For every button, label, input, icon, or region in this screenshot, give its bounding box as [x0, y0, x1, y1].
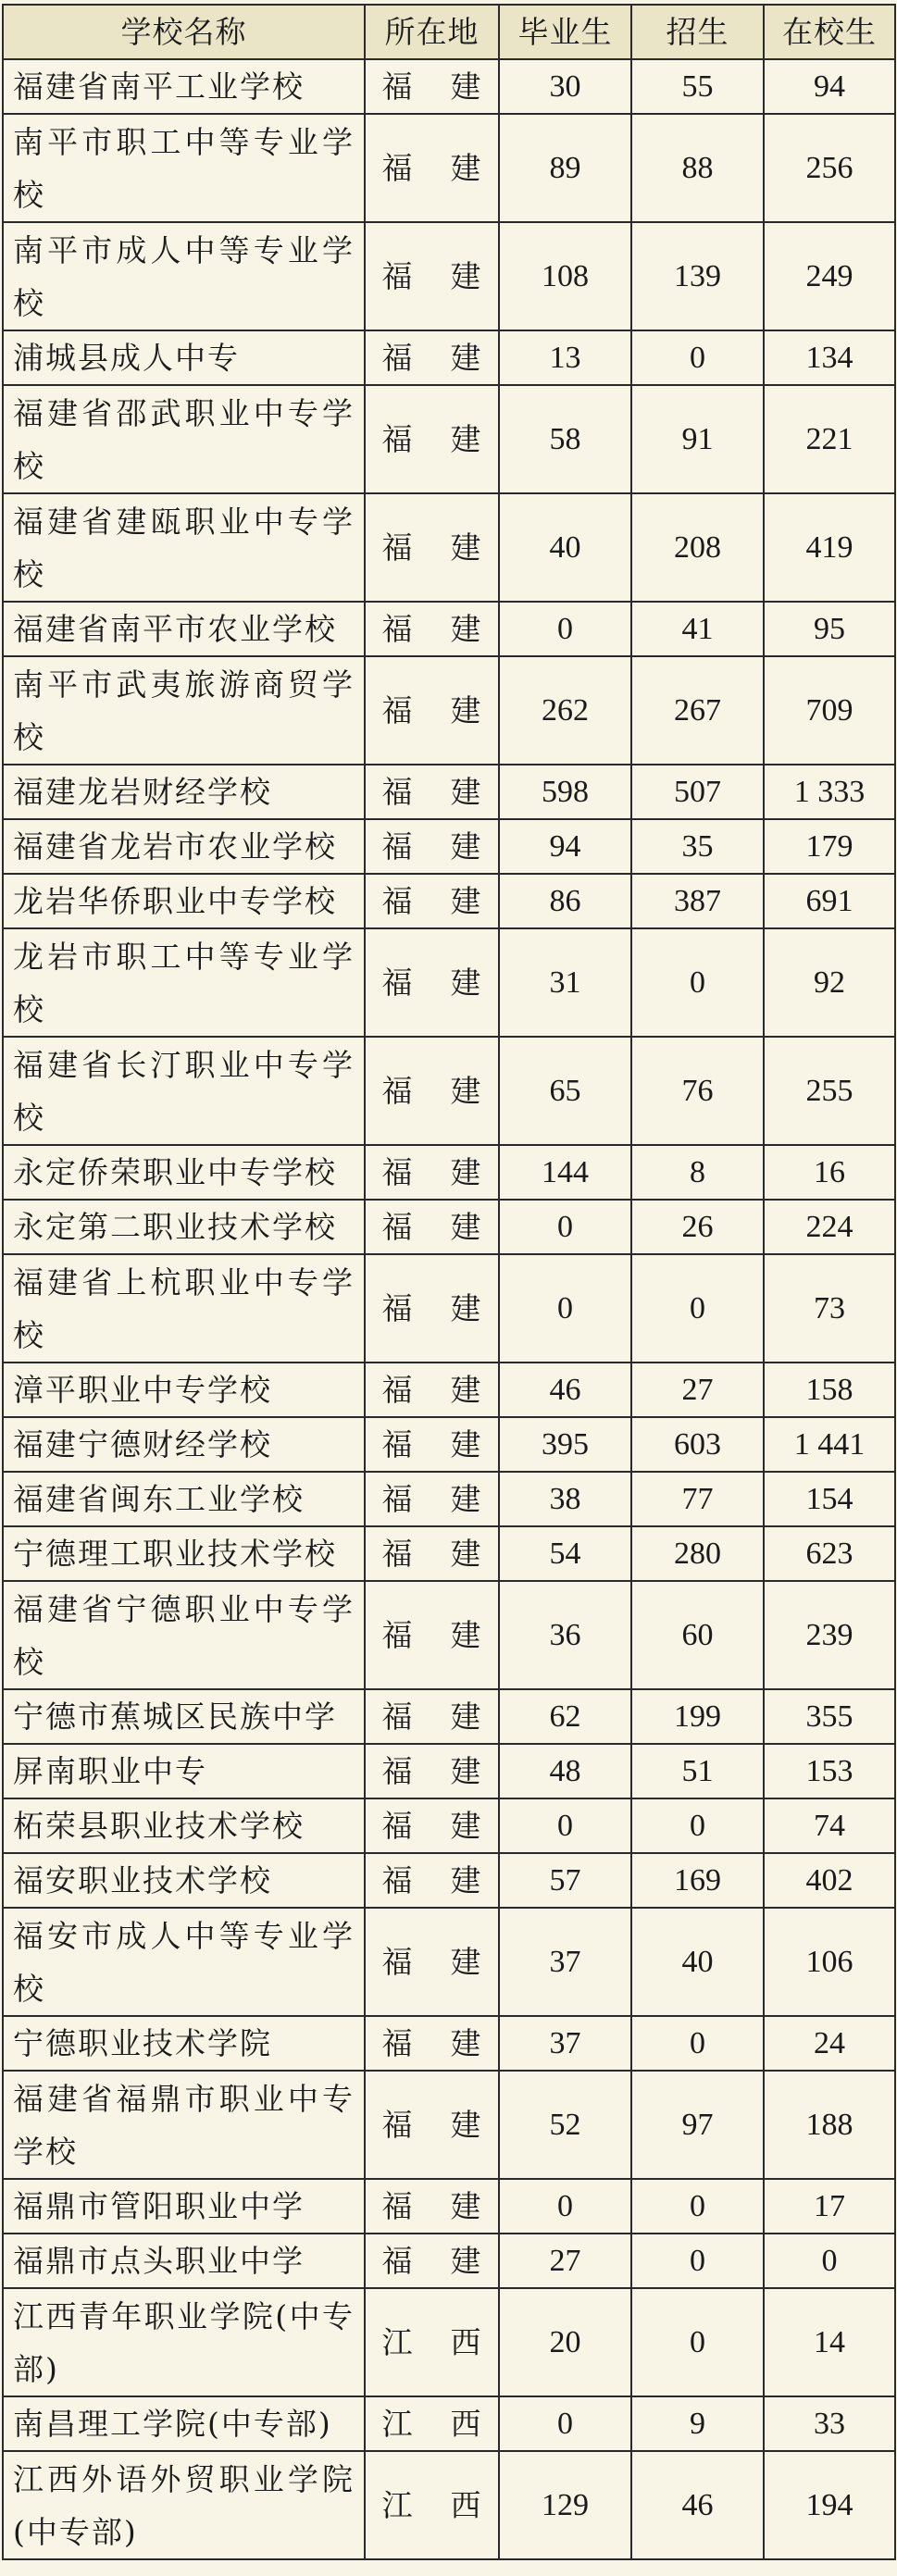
school-name-cell: 龙岩市职工中等专业学校: [3, 928, 365, 1037]
location-char-1: 福: [381, 150, 414, 186]
enrollment-cell: 267: [631, 656, 764, 765]
table-row: [3, 385, 895, 493]
enrollment-cell: 91: [631, 385, 764, 493]
location-char-2: 建: [450, 529, 482, 566]
table-row: [3, 2234, 895, 2288]
enrollment-cell: 0: [631, 330, 764, 385]
location-char-1: 福: [381, 1617, 414, 1653]
graduates-cell: 27: [499, 2234, 631, 2288]
location-char-1: 福: [381, 529, 414, 566]
graduates-cell: 37: [499, 2016, 631, 2071]
students-cell: 623: [764, 1526, 895, 1581]
students-cell: 106: [764, 1908, 895, 2016]
location-cell: [365, 656, 499, 765]
location-char-2: 西: [450, 2324, 482, 2360]
enrollment-cell: 0: [631, 1798, 764, 1853]
header-row: [3, 5, 895, 59]
graduates-cell: 54: [499, 1526, 631, 1581]
graduates-cell: 89: [499, 114, 631, 222]
location-char-1: 福: [381, 258, 414, 294]
table-row: [3, 1145, 895, 1200]
enrollment-cell: 77: [631, 1472, 764, 1526]
graduates-cell: 0: [499, 602, 631, 656]
location-char-2: 建: [450, 1862, 482, 1898]
table-row: [3, 1744, 895, 1798]
table-header: [3, 5, 895, 59]
school-name-cell: 龙岩华侨职业中专学校: [3, 874, 365, 928]
students-cell: 224: [764, 1200, 895, 1254]
enrollment-cell: 0: [631, 1254, 764, 1363]
table-row: [3, 1472, 895, 1526]
location-cell: [365, 114, 499, 222]
location-cell: [365, 874, 499, 928]
students-cell: 92: [764, 928, 895, 1037]
graduates-cell: 20: [499, 2288, 631, 2396]
students-cell: 709: [764, 656, 895, 765]
location-cell: [365, 1254, 499, 1363]
graduates-cell: 0: [499, 2396, 631, 2451]
graduates-cell: 0: [499, 1798, 631, 1853]
header-location: 所在地: [365, 5, 499, 59]
graduates-cell: 65: [499, 1037, 631, 1145]
location-char-2: 建: [450, 1944, 482, 1980]
location-char-1: 福: [381, 340, 414, 376]
location-char-2: 建: [450, 2025, 482, 2061]
location-char-2: 建: [450, 774, 482, 810]
location-char-1: 福: [381, 1290, 414, 1326]
enrollment-cell: 0: [631, 2016, 764, 2071]
graduates-cell: 13: [499, 330, 631, 385]
students-cell: 134: [764, 330, 895, 385]
location-char-2: 建: [450, 1753, 482, 1789]
school-name-cell: 福鼎市点头职业中学: [3, 2234, 365, 2288]
graduates-cell: 36: [499, 1581, 631, 1689]
location-cell: [365, 1689, 499, 1744]
enrollment-cell: 0: [631, 2234, 764, 2288]
students-cell: 355: [764, 1689, 895, 1744]
graduates-cell: 0: [499, 1200, 631, 1254]
location-char-2: 西: [450, 2487, 482, 2523]
enrollment-cell: 51: [631, 1744, 764, 1798]
enrollment-cell: 35: [631, 819, 764, 874]
graduates-cell: 0: [499, 1254, 631, 1363]
students-cell: 24: [764, 2016, 895, 2071]
location-cell: [365, 2016, 499, 2071]
school-name-cell: 江西外语外贸职业学院(中专部): [3, 2451, 365, 2559]
school-name-cell: 福建省宁德职业中专学校: [3, 1581, 365, 1689]
location-char-2: 建: [450, 1154, 482, 1190]
school-name-cell: 永定侨荣职业中专学校: [3, 1145, 365, 1200]
school-statistics-table: [2, 4, 896, 2560]
location-cell: [365, 2179, 499, 2234]
table-row: [3, 2179, 895, 2234]
location-char-1: 福: [381, 964, 414, 1001]
school-name-cell: 永定第二职业技术学校: [3, 1200, 365, 1254]
location-cell: [365, 2288, 499, 2396]
school-name-cell: 福建省建瓯职业中专学校: [3, 493, 365, 602]
school-name-cell: 福建省南平市农业学校: [3, 602, 365, 656]
table-row: [3, 1853, 895, 1908]
school-name-cell: 福建省上杭职业中专学校: [3, 1254, 365, 1363]
location-cell: [365, 1472, 499, 1526]
location-char-2: 建: [450, 1481, 482, 1517]
school-name-cell: 南平市武夷旅游商贸学校: [3, 656, 365, 765]
location-char-2: 建: [450, 68, 482, 105]
graduates-cell: 31: [499, 928, 631, 1037]
location-char-1: 福: [381, 1862, 414, 1898]
school-name-cell: 福安职业技术学校: [3, 1853, 365, 1908]
enrollment-cell: 199: [631, 1689, 764, 1744]
table-row: [3, 874, 895, 928]
table-row: [3, 2396, 895, 2451]
location-char-1: 福: [381, 1944, 414, 1980]
enrollment-cell: 169: [631, 1853, 764, 1908]
location-cell: [365, 59, 499, 114]
table-body: [3, 59, 895, 2559]
location-char-2: 建: [450, 2188, 482, 2224]
location-cell: [365, 2234, 499, 2288]
students-cell: 1 333: [764, 765, 895, 819]
location-char-2: 建: [450, 2243, 482, 2279]
table-row: [3, 1798, 895, 1853]
students-cell: 16: [764, 1145, 895, 1200]
location-char-1: 福: [381, 1481, 414, 1517]
location-char-1: 福: [381, 1808, 414, 1844]
school-name-cell: 宁德职业技术学院: [3, 2016, 365, 2071]
school-name-cell: 福建省福鼎市职业中专学校: [3, 2071, 365, 2179]
table-row: [3, 222, 895, 330]
location-cell: [365, 330, 499, 385]
table-row: [3, 1417, 895, 1472]
table-row: [3, 656, 895, 765]
location-cell: [365, 1526, 499, 1581]
students-cell: 74: [764, 1798, 895, 1853]
school-name-cell: 宁德市蕉城区民族中学: [3, 1689, 365, 1744]
location-char-1: 福: [381, 1372, 414, 1408]
students-cell: 95: [764, 602, 895, 656]
graduates-cell: 37: [499, 1908, 631, 2016]
school-name-cell: 南平市职工中等专业学校: [3, 114, 365, 222]
location-char-1: 福: [381, 1426, 414, 1462]
location-char-2: 建: [450, 692, 482, 728]
students-cell: 419: [764, 493, 895, 602]
school-name-cell: 南昌理工学院(中专部): [3, 2396, 365, 2451]
location-char-2: 建: [450, 150, 482, 186]
location-cell: [365, 1744, 499, 1798]
table-row: [3, 2451, 895, 2559]
location-char-1: 福: [381, 2188, 414, 2224]
students-cell: 179: [764, 819, 895, 874]
graduates-cell: 395: [499, 1417, 631, 1472]
table-row: [3, 1526, 895, 1581]
enrollment-cell: 0: [631, 2288, 764, 2396]
location-char-1: 福: [381, 68, 414, 105]
enrollment-cell: 76: [631, 1037, 764, 1145]
location-cell: [365, 1417, 499, 1472]
table-row: [3, 493, 895, 602]
location-cell: [365, 928, 499, 1037]
location-char-1: 福: [381, 421, 414, 457]
table-row: [3, 1254, 895, 1363]
location-cell: [365, 1200, 499, 1254]
graduates-cell: 38: [499, 1472, 631, 1526]
school-name-cell: 宁德理工职业技术学校: [3, 1526, 365, 1581]
table-row: [3, 928, 895, 1037]
location-char-2: 建: [450, 1209, 482, 1245]
students-cell: 249: [764, 222, 895, 330]
students-cell: 256: [764, 114, 895, 222]
students-cell: 402: [764, 1853, 895, 1908]
enrollment-cell: 97: [631, 2071, 764, 2179]
table-row: [3, 1908, 895, 2016]
location-char-2: 建: [450, 828, 482, 865]
location-char-1: 福: [381, 1073, 414, 1109]
students-cell: 14: [764, 2288, 895, 2396]
students-cell: 194: [764, 2451, 895, 2559]
enrollment-cell: 60: [631, 1581, 764, 1689]
graduates-cell: 598: [499, 765, 631, 819]
location-cell: [365, 493, 499, 602]
table-row: [3, 1200, 895, 1254]
table-row: [3, 2016, 895, 2071]
school-name-cell: 福建省闽东工业学校: [3, 1472, 365, 1526]
school-name-cell: 福建省长汀职业中专学校: [3, 1037, 365, 1145]
table-row: [3, 602, 895, 656]
graduates-cell: 40: [499, 493, 631, 602]
students-cell: 255: [764, 1037, 895, 1145]
graduates-cell: 0: [499, 2179, 631, 2234]
location-char-2: 建: [450, 883, 482, 919]
header-graduates: 毕业生: [499, 5, 631, 59]
table-row: [3, 2288, 895, 2396]
students-cell: 33: [764, 2396, 895, 2451]
school-name-cell: 福安市成人中等专业学校: [3, 1908, 365, 2016]
location-char-1: 江: [381, 2324, 414, 2360]
location-char-2: 建: [450, 421, 482, 457]
location-char-2: 建: [450, 1073, 482, 1109]
location-cell: [365, 2071, 499, 2179]
graduates-cell: 129: [499, 2451, 631, 2559]
location-char-2: 建: [450, 1426, 482, 1462]
enrollment-cell: 280: [631, 1526, 764, 1581]
school-name-cell: 浦城县成人中专: [3, 330, 365, 385]
students-cell: 73: [764, 1254, 895, 1363]
school-name-cell: 福建宁德财经学校: [3, 1417, 365, 1472]
school-name-cell: 福建省南平工业学校: [3, 59, 365, 114]
location-cell: [365, 602, 499, 656]
enrollment-cell: 0: [631, 928, 764, 1037]
students-cell: 154: [764, 1472, 895, 1526]
enrollment-cell: 88: [631, 114, 764, 222]
graduates-cell: 86: [499, 874, 631, 928]
enrollment-cell: 603: [631, 1417, 764, 1472]
enrollment-cell: 40: [631, 1908, 764, 2016]
location-char-2: 建: [450, 611, 482, 647]
students-cell: 0: [764, 2234, 895, 2288]
location-char-1: 福: [381, 1209, 414, 1245]
school-name-cell: 福建省龙岩市农业学校: [3, 819, 365, 874]
location-char-2: 建: [450, 1808, 482, 1844]
header-enrollment: 招生: [631, 5, 764, 59]
location-char-1: 福: [381, 692, 414, 728]
header-school-name: 学校名称: [3, 5, 365, 59]
table-row: [3, 2071, 895, 2179]
graduates-cell: 57: [499, 1853, 631, 1908]
school-name-cell: 柘荣县职业技术学校: [3, 1798, 365, 1853]
students-cell: 188: [764, 2071, 895, 2179]
enrollment-cell: 139: [631, 222, 764, 330]
location-char-1: 福: [381, 611, 414, 647]
location-char-1: 江: [381, 2406, 414, 2442]
students-cell: 158: [764, 1363, 895, 1417]
students-cell: 153: [764, 1744, 895, 1798]
location-char-1: 福: [381, 774, 414, 810]
location-cell: [365, 2396, 499, 2451]
students-cell: 17: [764, 2179, 895, 2234]
location-char-2: 建: [450, 1699, 482, 1735]
location-char-1: 福: [381, 828, 414, 865]
location-char-2: 建: [450, 1536, 482, 1572]
graduates-cell: 52: [499, 2071, 631, 2179]
location-char-2: 建: [450, 1617, 482, 1653]
students-cell: 1 441: [764, 1417, 895, 1472]
header-students: 在校生: [764, 5, 895, 59]
graduates-cell: 144: [499, 1145, 631, 1200]
table-row: [3, 330, 895, 385]
location-char-1: 福: [381, 1753, 414, 1789]
location-cell: [365, 222, 499, 330]
table-row: [3, 59, 895, 114]
table-row: [3, 114, 895, 222]
location-char-1: 福: [381, 1536, 414, 1572]
location-char-2: 建: [450, 340, 482, 376]
table-row: [3, 1689, 895, 1744]
location-char-2: 建: [450, 258, 482, 294]
graduates-cell: 108: [499, 222, 631, 330]
location-cell: [365, 765, 499, 819]
enrollment-cell: 507: [631, 765, 764, 819]
location-char-1: 江: [381, 2487, 414, 2523]
location-cell: [365, 1798, 499, 1853]
graduates-cell: 62: [499, 1689, 631, 1744]
location-char-2: 建: [450, 2107, 482, 2143]
school-name-cell: 南平市成人中等专业学校: [3, 222, 365, 330]
enrollment-cell: 0: [631, 2179, 764, 2234]
enrollment-cell: 26: [631, 1200, 764, 1254]
location-char-2: 西: [450, 2406, 482, 2442]
table-row: [3, 1581, 895, 1689]
location-cell: [365, 819, 499, 874]
location-cell: [365, 2451, 499, 2559]
enrollment-cell: 27: [631, 1363, 764, 1417]
location-char-2: 建: [450, 1372, 482, 1408]
school-name-cell: 福建省邵武职业中专学校: [3, 385, 365, 493]
school-name-cell: 福鼎市管阳职业中学: [3, 2179, 365, 2234]
enrollment-cell: 208: [631, 493, 764, 602]
location-char-1: 福: [381, 1154, 414, 1190]
graduates-cell: 30: [499, 59, 631, 114]
location-cell: [365, 1037, 499, 1145]
graduates-cell: 58: [499, 385, 631, 493]
school-name-cell: 漳平职业中专学校: [3, 1363, 365, 1417]
students-cell: 239: [764, 1581, 895, 1689]
graduates-cell: 262: [499, 656, 631, 765]
graduates-cell: 48: [499, 1744, 631, 1798]
location-char-1: 福: [381, 883, 414, 919]
location-cell: [365, 1853, 499, 1908]
location-char-1: 福: [381, 2107, 414, 2143]
graduates-cell: 46: [499, 1363, 631, 1417]
location-char-1: 福: [381, 1699, 414, 1735]
table-row: [3, 765, 895, 819]
enrollment-cell: 387: [631, 874, 764, 928]
school-name-cell: 福建龙岩财经学校: [3, 765, 365, 819]
location-char-1: 福: [381, 2025, 414, 2061]
table-row: [3, 1037, 895, 1145]
location-cell: [365, 1145, 499, 1200]
students-cell: 221: [764, 385, 895, 493]
location-cell: [365, 1908, 499, 2016]
graduates-cell: 94: [499, 819, 631, 874]
enrollment-cell: 9: [631, 2396, 764, 2451]
location-char-2: 建: [450, 1290, 482, 1326]
students-cell: 691: [764, 874, 895, 928]
table-row: [3, 1363, 895, 1417]
school-name-cell: 江西青年职业学院(中专部): [3, 2288, 365, 2396]
location-char-2: 建: [450, 964, 482, 1001]
enrollment-cell: 8: [631, 1145, 764, 1200]
enrollment-cell: 46: [631, 2451, 764, 2559]
enrollment-cell: 55: [631, 59, 764, 114]
school-name-cell: 屏南职业中专: [3, 1744, 365, 1798]
location-char-1: 福: [381, 2243, 414, 2279]
enrollment-cell: 41: [631, 602, 764, 656]
location-cell: [365, 1363, 499, 1417]
location-cell: [365, 1581, 499, 1689]
location-cell: [365, 385, 499, 493]
students-cell: 94: [764, 59, 895, 114]
table-row: [3, 819, 895, 874]
